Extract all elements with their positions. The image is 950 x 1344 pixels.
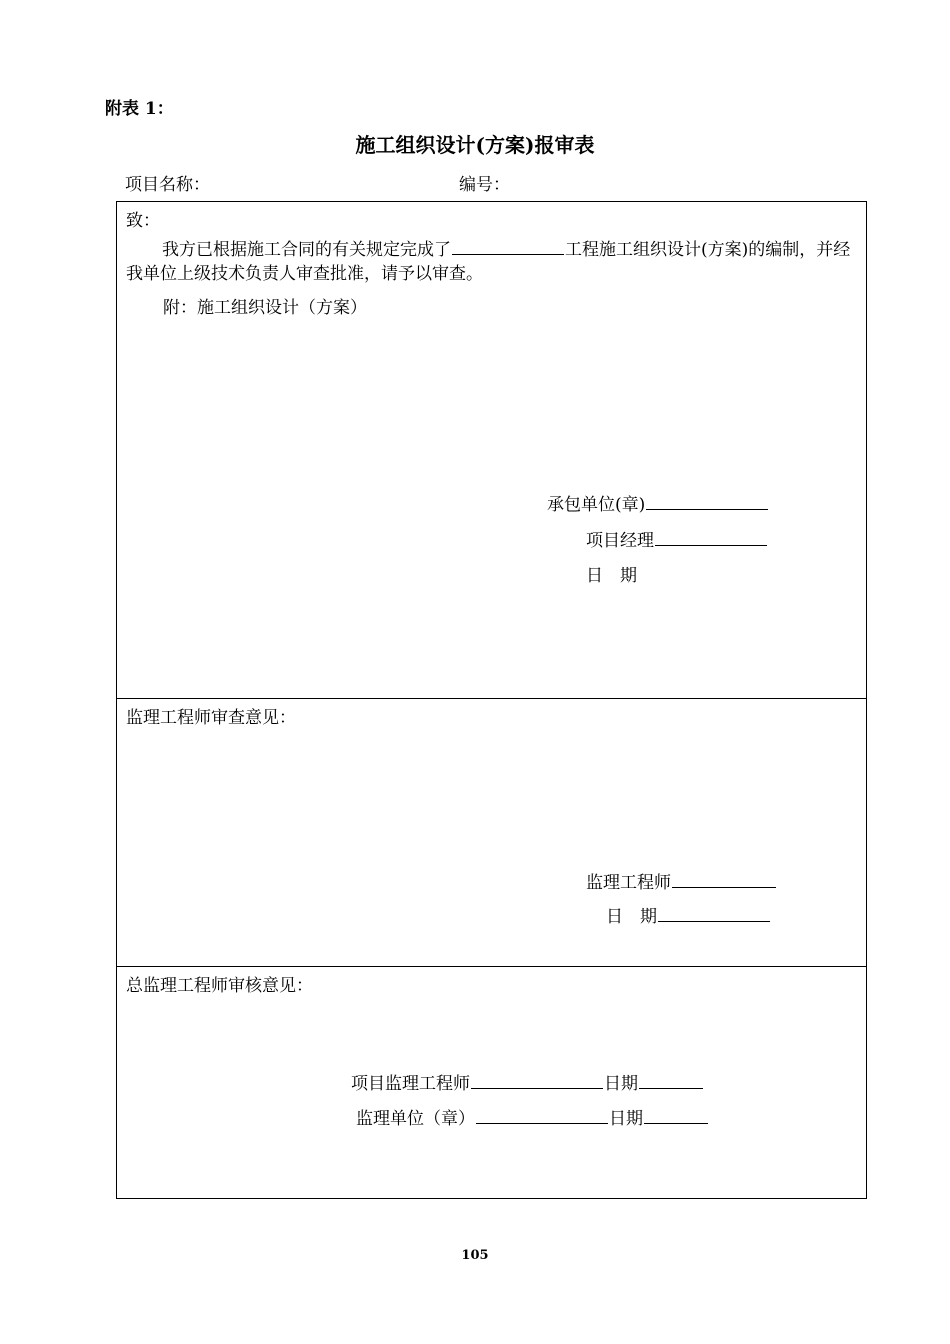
project-name-label: 项目名称： (125, 175, 210, 195)
chief-date-label-2: 日期 (609, 1109, 643, 1129)
project-engineer-row (351, 1069, 704, 1094)
section-divider-1 (116, 698, 867, 699)
chief-review-heading: 总监理工程师审核意见： (126, 976, 313, 996)
body-part1: 我方已根据施工合同的有关规定完成了 (162, 240, 451, 260)
pm-signature-row (586, 526, 768, 551)
project-engineer-field[interactable] (471, 1071, 603, 1089)
appendix-label: 附表 1： (105, 99, 174, 119)
pm-signature-field[interactable] (655, 528, 767, 546)
section1-date-label: 日 期 (586, 566, 637, 586)
supervision-unit-row (356, 1104, 709, 1129)
engineer-date-label: 日 期 (606, 907, 657, 927)
engineer-review-heading: 监理工程师审查意见： (126, 708, 296, 728)
project-engineer-label: 项目监理工程师 (351, 1074, 470, 1094)
chief-date-label-1: 日期 (604, 1074, 638, 1094)
to-label: 致： (126, 211, 160, 231)
chief-date-field-1[interactable] (639, 1071, 703, 1089)
chief-date-field-2[interactable] (644, 1106, 708, 1124)
engineer-signature-row (586, 868, 777, 893)
contractor-signature-row (547, 490, 769, 515)
engineer-date-field[interactable] (658, 904, 770, 922)
engineer-label: 监理工程师 (586, 873, 671, 893)
engineer-date-row (606, 902, 771, 927)
form-title: 施工组织设计(方案)报审表 (355, 133, 595, 157)
attachment-note: 附：施工组织设计（方案） (163, 298, 367, 318)
form-table (116, 201, 867, 1199)
page-number: 105 (461, 1248, 489, 1263)
submission-body (126, 237, 861, 286)
section-divider-2 (116, 966, 867, 967)
supervision-unit-label: 监理单位（章） (356, 1109, 475, 1129)
pm-label: 项目经理 (586, 531, 654, 551)
body-part2: 工程施工组织设计(方案)的编制，并经我单位上级技术负责人审查批准，请予以审查。 (126, 240, 851, 284)
contractor-label: 承包单位(章) (547, 495, 646, 515)
supervision-unit-field[interactable] (476, 1106, 608, 1124)
contractor-signature-field[interactable] (646, 492, 768, 510)
engineer-signature-field[interactable] (672, 870, 776, 888)
serial-no-label: 编号： (459, 175, 510, 195)
project-blank-field[interactable] (452, 237, 564, 255)
